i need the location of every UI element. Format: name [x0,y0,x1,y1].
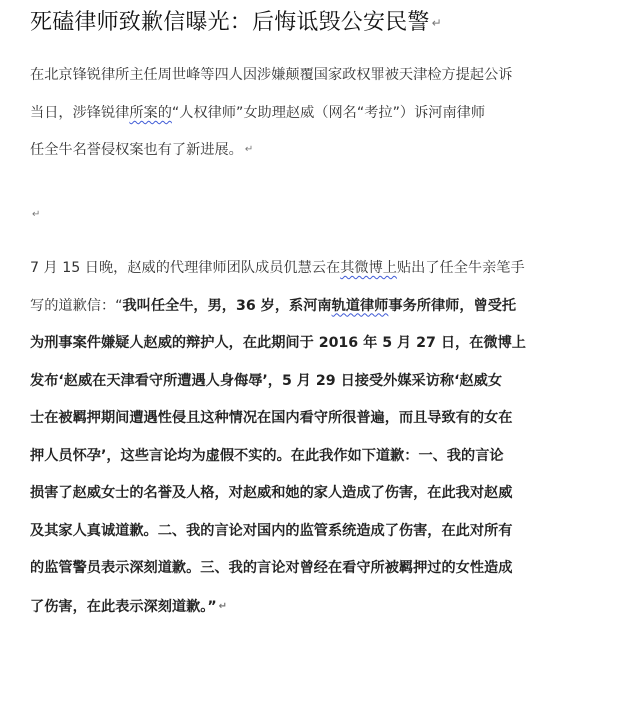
paragraph-mark-icon: ↵ [431,16,442,30]
empty-paragraph [30,206,40,224]
paragraph-2-line-6: 押人员怀孕’，这些言论均为虚假不实的。在此我作如下道歉：一、我的言论 [30,447,504,464]
paragraph-2-line-10 [30,588,602,626]
paragraph-2-line-1 [30,250,602,288]
paragraph-2-line-8: 及其家人真诚道歉。二、我的言论对国内的监管系统造成了伤害，在此对所有 [30,522,513,539]
paragraph-mark-icon: ↵ [244,144,254,155]
spellcheck-flagged-text[interactable]: 轨道律师 [331,297,389,314]
paragraph-2-line-2 [30,288,602,326]
paragraph-2-line-10-text: 了伤害，在此表示深刻道歉。” [30,598,217,615]
quoted-bold-text: 我叫任全牛，男，36 岁，系河南 [122,297,332,314]
paragraph-2-line-3: 为刑事案件嫌疑人赵威的辩护人，在此期间于 2016 年 5 月 27 日，在微博上 [30,335,526,351]
paragraph-2-line-1-start: 7 月 15 日晚，赵威的代理律师团队成员仉慧云在 [30,260,341,276]
paragraph-2-line-7: 损害了赵威女士的名誉及人格，对赵威和她的家人造成了伤害，在此我对赵威 [30,485,513,501]
paragraph-2-line-4: 发布‘赵威在天津看守所遭遇人身侮辱’，5 月 29 日接受外媒采访称‘赵威女 [30,372,503,389]
spellcheck-flagged-text[interactable]: 其微博上 [340,260,397,276]
paragraph-1-line-1: 在北京锋锐律所主任周世峰等四人因涉嫌颠覆国家政权罪被天津检方提起公诉 [30,67,513,83]
paragraph-mark-icon: ↵ [32,209,41,220]
paragraph-2-line-9: 的监管警员表示深刻道歉。三、我的言论对曾经在看守所被羁押过的女性造成 [30,560,513,576]
paragraph-1-line-2 [30,92,602,134]
quoted-bold-text: 事务所律师，曾受托 [388,297,517,314]
paragraph-1-line-2-start: 当日，涉锋锐律 [30,105,130,121]
spellcheck-flagged-text[interactable]: 所案的 [129,105,172,121]
paragraph-2-line-5: 士在被羁押期间遭遇性侵且这种情况在国内看守所很普遍，而且导致有的女在 [30,410,513,426]
paragraph-1 [30,58,602,166]
paragraph-2 [30,250,602,625]
article-title-text: 死磕律师致歉信曝光：后悔诋毁公安民警 [30,10,430,35]
article-title [30,8,610,38]
paragraph-mark-icon: ↵ [218,600,228,612]
paragraph-2-line-1-end: 贴出了任全牛亲笔手 [396,260,525,276]
paragraph-1-line-3-text: 任全牛名誉侵权案也有了新进展。 [30,142,243,158]
paragraph-2-line-2-start: 写的道歉信：“ [30,297,123,314]
paragraph-1-line-3 [30,134,602,166]
paragraph-1-line-2-end: “人权律师”女助理赵威（网名“考拉”）诉河南律师 [171,105,486,121]
